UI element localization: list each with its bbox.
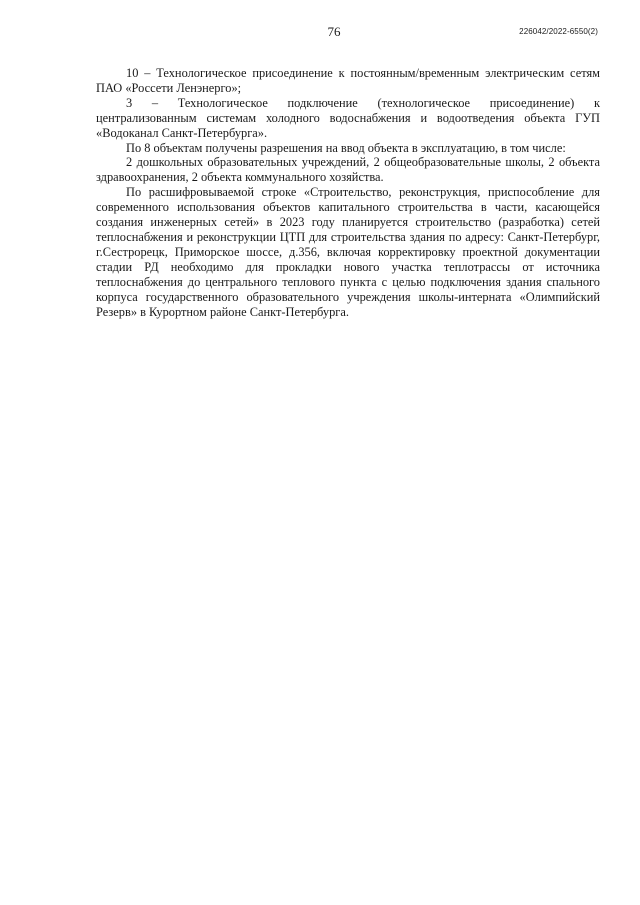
paragraph-electric-connection: 10 – Технологическое присоединение к постоянным/временным электрическим сетям ПАО «Россети Ленэнерго»; [96, 66, 600, 95]
paragraph-water-connection: 3 – Технологическое подключение (технологическое присоединение) к централизованным системам холодного водоснабжения и водоотведения объекта ГУП «Водоканал Санкт-Петербурга». [96, 95, 600, 140]
paragraph-permits: По 8 объектам получены разрешения на ввод объекта в эксплуатацию, в том числе: [126, 140, 566, 155]
document-id: 226042/2022-6550(2) [519, 27, 598, 36]
paragraph-construction-plan: По расшифровываемой строке «Строительство, реконструкция, приспособление для современного использования объектов капитального строительства в части, касающейся создания инженерных сетей» в 2023 году планируется строительство (разработка) сетей теплоснабжения и реконструкции ЦТП для строительства здания по адресу: Санкт-Петербург, г.Сестрорецк, Приморское шоссе, д.356, включая корректировку проектной документации стадии РД необходимо для прокладки нового участка теплотрассы от источника теплоснабжения до центрального теплового пункта с целью подключения здания спального корпуса государственного образовательного учреждения школы-интерната «Олимпийский Резерв» в Курортном районе Санкт-Петербурга. [96, 185, 600, 319]
paragraph-permit-objects: 2 дошкольных образовательных учреждений, 2 общеобразовательные школы, 2 объекта здравоохранения, 2 объекта коммунального хозяйства. [96, 155, 600, 185]
page-number: 76 [327, 24, 341, 39]
document-body [96, 66, 600, 319]
